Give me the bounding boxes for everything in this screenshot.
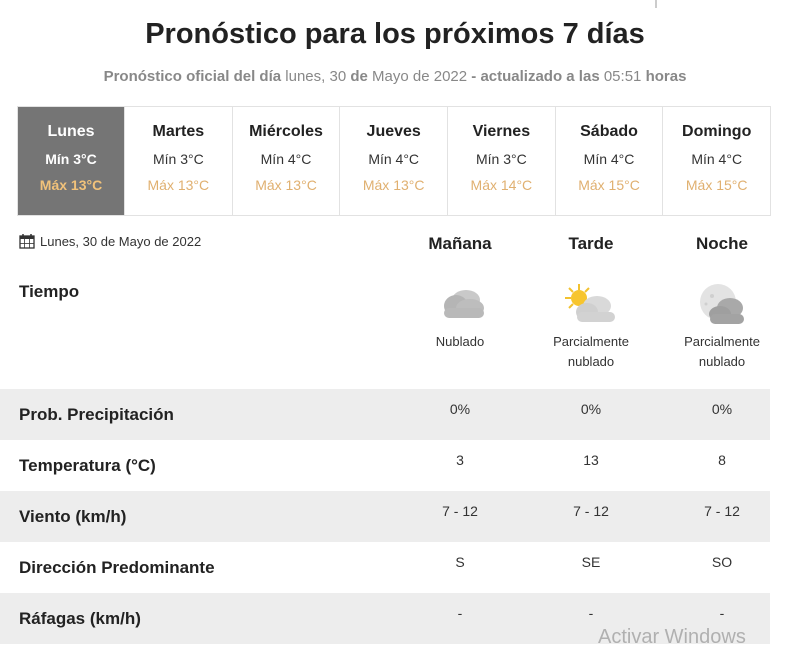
day-max: Máx 13°C — [362, 177, 425, 193]
day-name: Viernes — [472, 123, 531, 140]
day-max: Máx 13°C — [147, 177, 210, 193]
day-min: Mín 4°C — [691, 151, 743, 167]
day-min: Mín 4°C — [583, 151, 635, 167]
row-label: Ráfagas (km/h) — [19, 609, 141, 628]
activation-watermark: Activar Windows — [598, 626, 746, 648]
day-tab-domingo[interactable] — [663, 107, 770, 215]
row-label: Temperatura (°C) — [19, 456, 156, 475]
day-tab-jueves[interactable] — [340, 107, 448, 215]
day-name: Jueves — [366, 123, 421, 140]
row-value: 7 - 12 — [442, 503, 478, 519]
day-min: Mín 4°C — [260, 151, 312, 167]
row-value: 3 — [456, 452, 464, 468]
subtitle-date-a: lunes, 30 — [285, 68, 347, 85]
subtitle-time: 05:51 — [603, 68, 642, 85]
condition-manana — [390, 332, 530, 352]
day-max: Máx 13°C — [39, 177, 103, 193]
subtitle-prefix: Pronóstico oficial del día — [103, 68, 282, 85]
row-value: S — [455, 554, 465, 570]
tiempo-label: Tiempo — [19, 282, 80, 301]
partly-cloudy-night-icon — [692, 282, 752, 328]
row-value: SO — [711, 554, 733, 570]
day-name: Lunes — [47, 123, 95, 140]
row-label: Viento (km/h) — [19, 507, 127, 526]
column-header-tarde: Tarde — [568, 234, 614, 253]
day-tab-martes[interactable] — [125, 107, 233, 215]
day-name: Domingo — [682, 123, 752, 140]
row-value: 7 - 12 — [704, 503, 740, 519]
subtitle-date-b: Mayo de 2022 — [372, 68, 468, 85]
cloudy-icon — [430, 282, 490, 328]
condition-noche — [652, 332, 790, 372]
day-min: Mín 3°C — [152, 151, 204, 167]
row-value: - — [719, 605, 725, 621]
row-value: - — [457, 605, 463, 621]
condition-line: Nublado — [435, 334, 485, 349]
day-tab-lunes[interactable] — [18, 107, 125, 215]
condition-line: nublado — [567, 354, 615, 369]
day-tab-sabado[interactable] — [556, 107, 664, 215]
condition-tarde — [521, 332, 661, 372]
page-title: Pronóstico para los próximos 7 días — [145, 18, 645, 50]
condition-line: Parcialmente — [553, 334, 629, 349]
day-max: Máx 14°C — [470, 177, 533, 193]
column-header-noche: Noche — [696, 234, 748, 253]
subtitle-de: de — [350, 68, 368, 85]
subtitle-hours: horas — [645, 68, 687, 85]
day-max: Máx 15°C — [685, 177, 748, 193]
day-tab-viernes[interactable] — [448, 107, 556, 215]
table-row — [0, 542, 770, 593]
row-value: 0% — [580, 401, 602, 417]
day-name: Martes — [152, 123, 205, 140]
day-tab-miercoles[interactable] — [233, 107, 341, 215]
table-row — [0, 440, 770, 491]
subtitle-updated: - actualizado a las — [471, 68, 600, 85]
day-tabs — [17, 106, 771, 216]
page-subtitle — [0, 68, 790, 85]
condition-line: nublado — [698, 354, 746, 369]
day-name: Sábado — [580, 123, 638, 140]
partly-cloudy-day-icon — [561, 282, 621, 328]
row-value: SE — [581, 554, 601, 570]
table-row — [0, 389, 770, 440]
calendar-icon — [19, 233, 35, 249]
row-label: Dirección Predominante — [19, 558, 215, 577]
row-value: 0% — [449, 401, 471, 417]
table-row — [0, 491, 770, 542]
day-min: Mín 4°C — [368, 151, 420, 167]
row-label: Prob. Precipitación — [19, 405, 174, 424]
day-max: Máx 15°C — [578, 177, 640, 193]
detail-date — [19, 233, 201, 249]
row-value: 13 — [583, 452, 599, 468]
row-value: 0% — [711, 401, 733, 417]
detail-date-text: Lunes, 30 de Mayo de 2022 — [40, 233, 202, 249]
column-header-manana: Mañana — [428, 234, 492, 253]
row-value: 7 - 12 — [573, 503, 609, 519]
day-min: Mín 3°C — [475, 151, 527, 167]
row-value: 8 — [718, 452, 726, 468]
day-min: Mín 3°C — [45, 151, 97, 167]
day-name: Miércoles — [249, 123, 323, 140]
top-divider — [655, 0, 657, 8]
row-value: - — [588, 605, 594, 621]
condition-line: Parcialmente — [684, 334, 760, 349]
day-max: Máx 13°C — [255, 177, 317, 193]
